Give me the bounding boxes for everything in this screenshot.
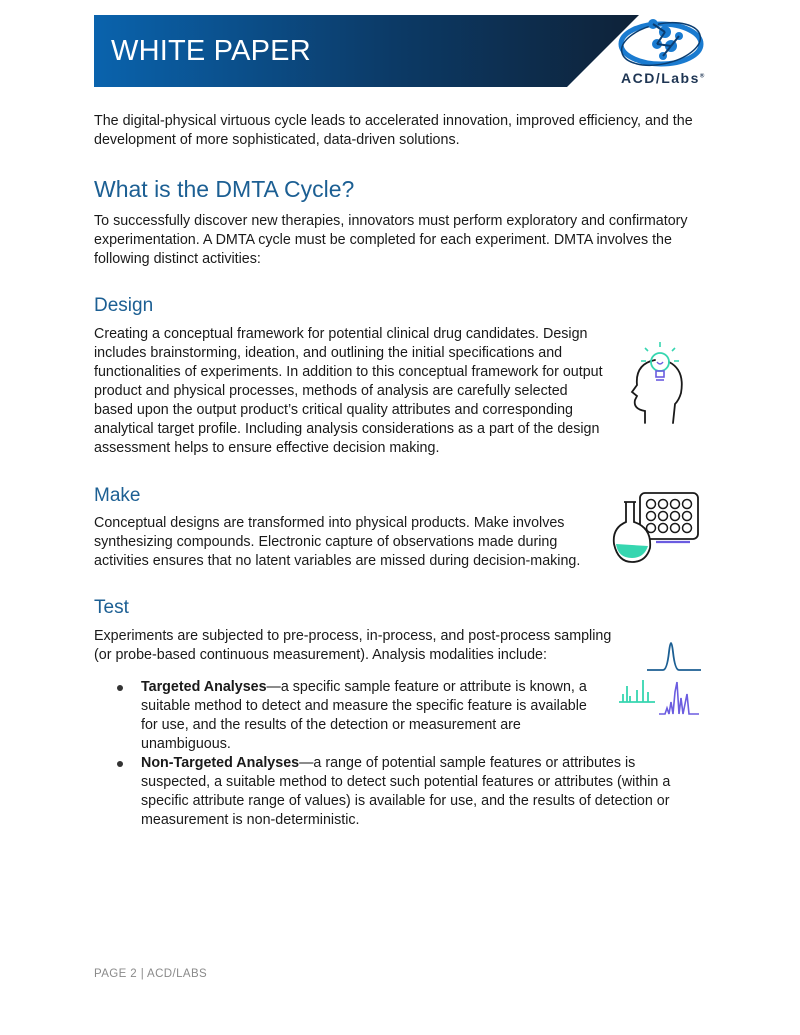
section-paragraph: To successfully discover new therapies, innovators must perform exploratory and confirmatory experimentation. A DMTA cycle must be completed for each experiment. DMTA involves the following distinct activities: [94, 213, 688, 267]
header-banner [94, 15, 639, 87]
bullet-icon [117, 761, 123, 767]
design-heading: Design [94, 295, 154, 316]
design-paragraph: Creating a conceptual framework for potential clinical drug candidates. Design includes brainstorming, ideation, and outlining the initial specifications and functionalities of experiments. In addition to this conceptual framework for output product and physical processes, methods of analysis are carefully selected based upon the output product’s critical quality attributes and corresponding analytical target profile. Including analysis considerations as a part of the design assessment helps to ensure effective decision making. [94, 326, 603, 456]
page-footer: PAGE 2 | ACD/LABS [94, 968, 208, 980]
logo-wordmark: ACD/Labs® [621, 70, 706, 86]
intro-paragraph: The digital-physical virtuous cycle leads to accelerated innovation, improved efficiency, and the development of more sophisticated, data-driven solutions. [94, 113, 693, 148]
list-item-non-targeted [94, 754, 704, 830]
bullet-term: Non-Targeted Analyses [141, 755, 300, 771]
molecule-logo-icon [605, 14, 717, 74]
bullet-icon [117, 685, 123, 691]
test-paragraph: Experiments are subjected to pre-process, in-process, and post-process sampling (or probe-based continuous measurement). Analysis modalities include: [94, 628, 612, 663]
make-paragraph: Conceptual designs are transformed into physical products. Make involves synthesizing compounds. Electronic capture of observations made during activities ensures that no latent variables are missed during decision-making. [94, 515, 581, 569]
bullet-text: —a specific sample feature or attribute is known, a suitable method to detect and measure the specific feature is available for use, and the results of the detection or measurement are unambiguous. [141, 679, 587, 752]
section-heading: What is the DMTA Cycle? [94, 176, 355, 202]
bullet-text: —a range of potential sample features or attributes is suspected, a suitable method to detect such potential features or attributes (within a specific attribute range of values) is available for use, and the results of detection or measurement is non-deterministic. [141, 755, 671, 828]
flask-wellplate-icon [610, 490, 702, 565]
test-heading: Test [94, 597, 129, 618]
page-title: WHITE PAPER [111, 35, 311, 67]
analysis-modalities-list [94, 678, 709, 830]
list-item-targeted [94, 678, 601, 754]
make-heading: Make [94, 485, 141, 506]
bullet-term: Targeted Analyses [141, 679, 267, 695]
head-lightbulb-icon [625, 338, 690, 428]
